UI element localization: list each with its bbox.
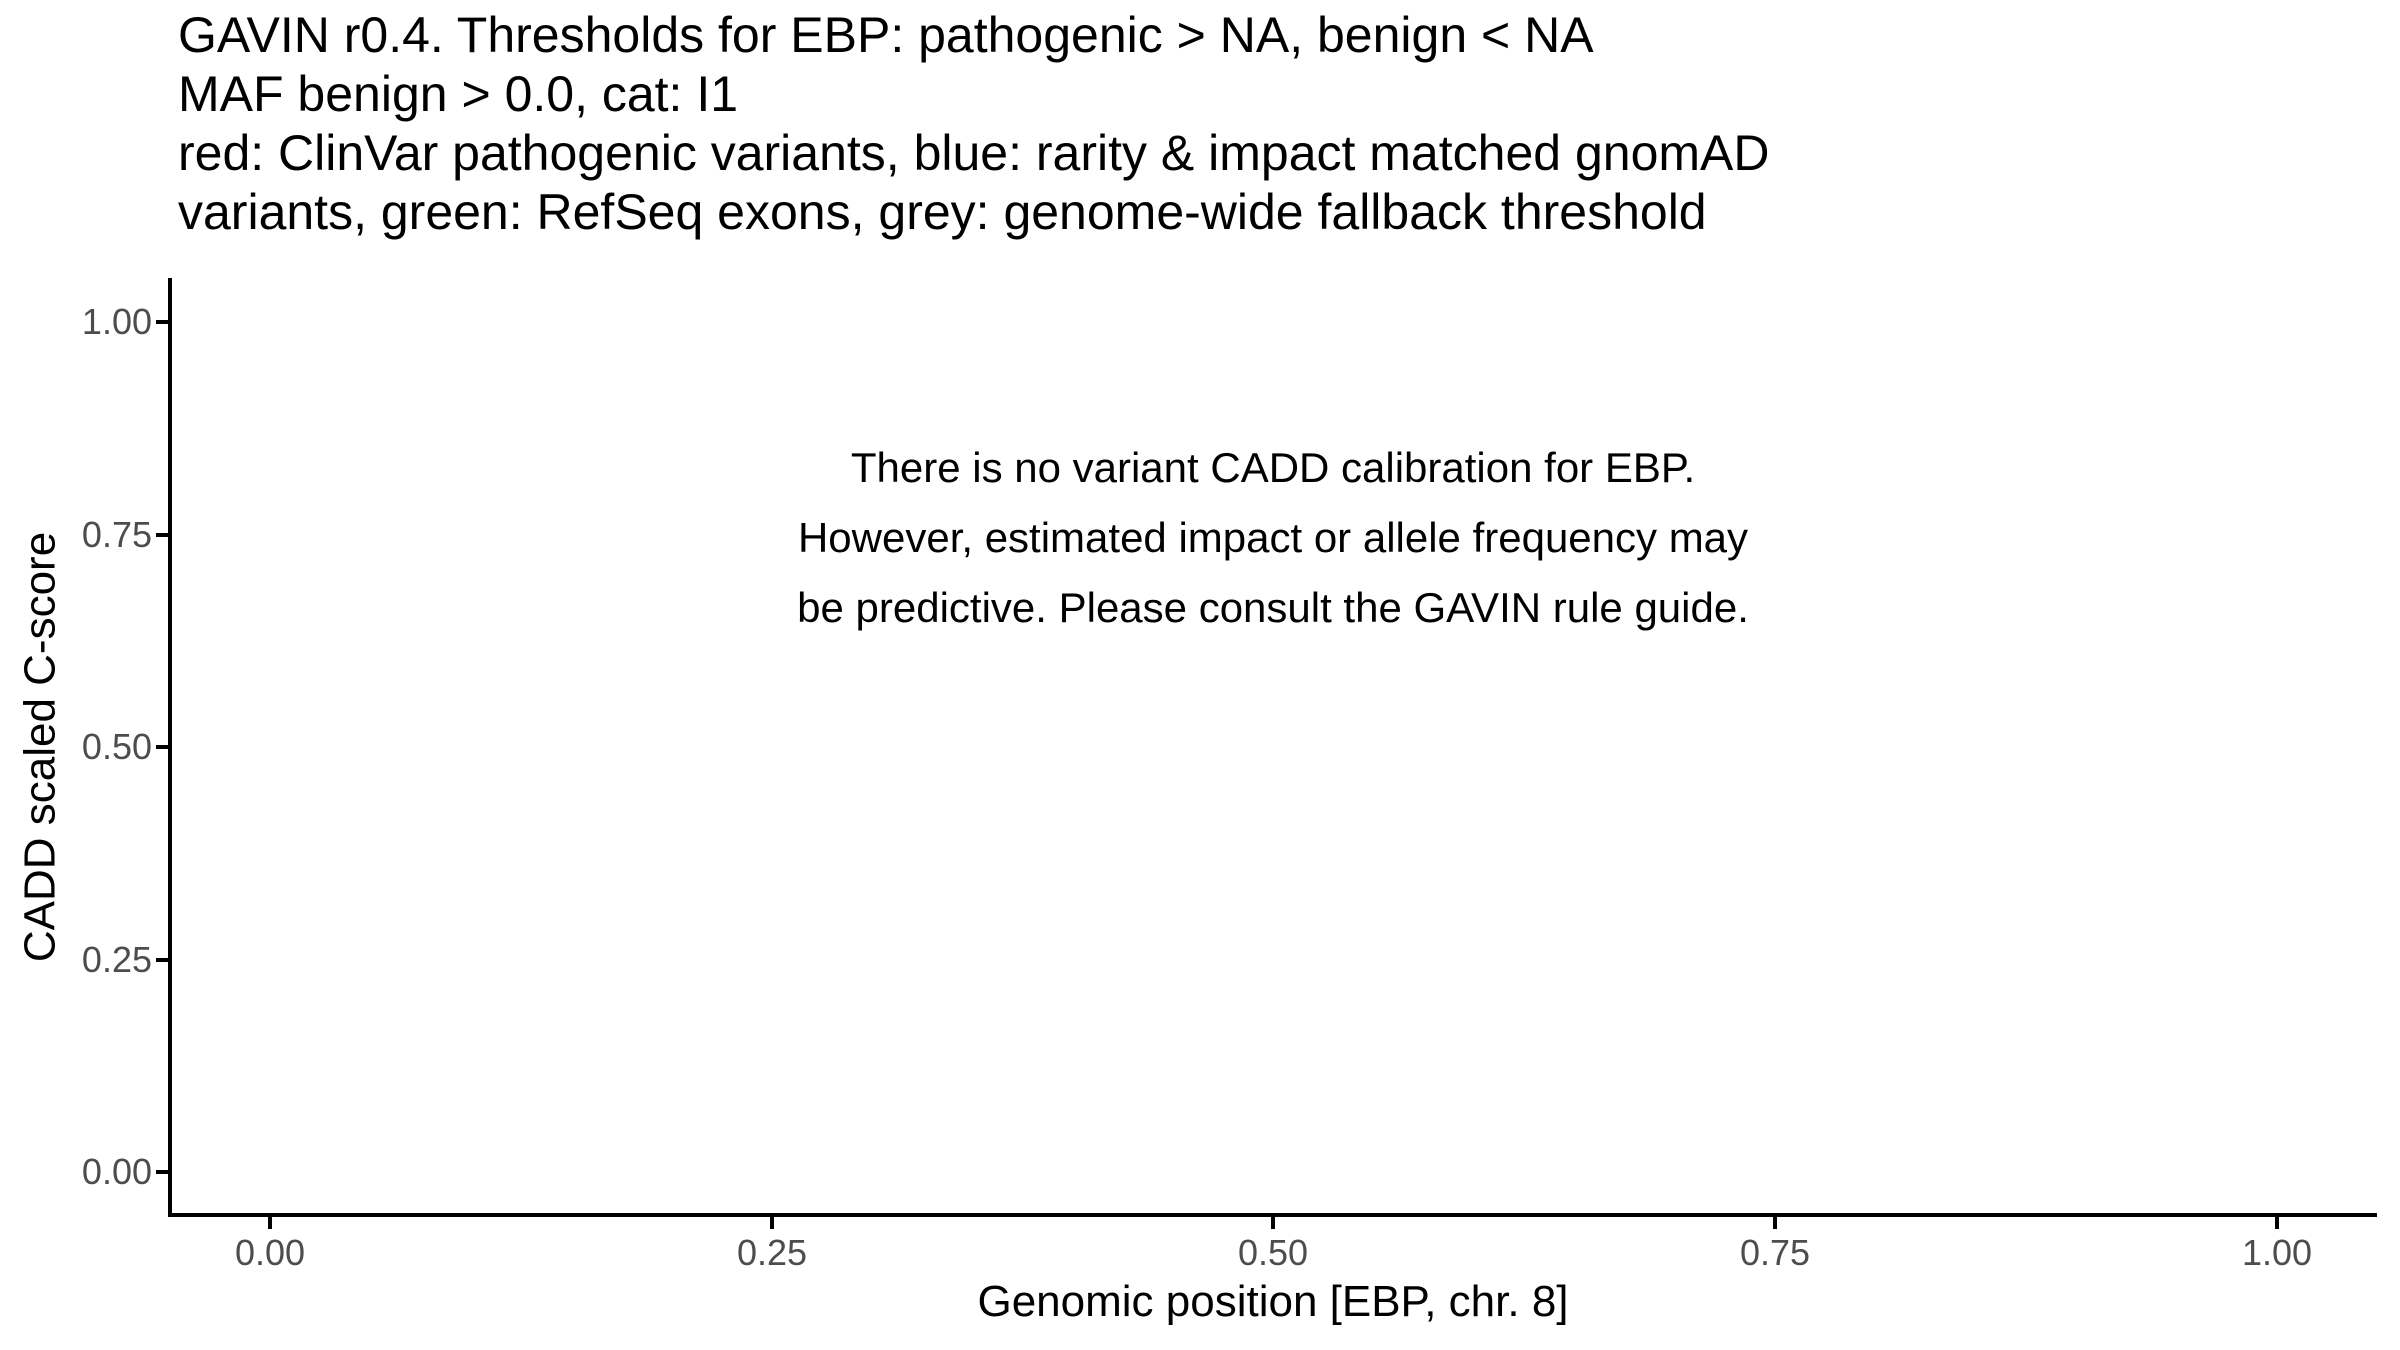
annotation-line-3: be predictive. Please consult the GAVIN rule guide. <box>797 584 1749 631</box>
x-tick-label: 1.00 <box>2241 1232 2313 1273</box>
x-tick-mark <box>770 1217 774 1229</box>
x-tick-mark <box>1773 1217 1777 1229</box>
x-tick-label: 0.00 <box>234 1232 306 1273</box>
plot-title <box>178 6 1769 242</box>
x-tick-label: 0.75 <box>1739 1232 1811 1273</box>
y-tick-label: 0.75 <box>81 514 152 555</box>
x-tick-label: 0.50 <box>1237 1232 1309 1273</box>
x-tick-mark <box>1271 1217 1275 1229</box>
y-axis-line <box>168 278 172 1217</box>
annotation-line-1: There is no variant CADD calibration for EBP. <box>850 444 1696 491</box>
x-tick-mark <box>2275 1217 2279 1229</box>
y-tick-label: 0.50 <box>81 726 152 767</box>
x-tick-label: 0.25 <box>736 1232 808 1273</box>
x-axis-title: Genomic position [EBP, chr. 8] <box>977 1277 1569 1326</box>
y-axis-title: CADD scaled C-score <box>15 531 65 963</box>
plot-title-line-4: variants, green: RefSeq exons, grey: genome-wide fallback threshold <box>178 184 1707 240</box>
y-tick-mark <box>156 745 168 749</box>
no-calibration-annotation <box>797 433 1749 643</box>
plot-title-line-1: GAVIN r0.4. Thresholds for EBP: pathogenic > NA, benign < NA <box>178 7 1594 63</box>
y-tick-label: 1.00 <box>81 301 152 342</box>
plot-title-line-2: MAF benign > 0.0, cat: I1 <box>178 66 739 122</box>
y-tick-mark <box>156 1170 168 1174</box>
y-tick-mark <box>156 320 168 324</box>
y-tick-label: 0.25 <box>81 939 152 980</box>
plot-title-line-3: red: ClinVar pathogenic variants, blue: rarity & impact matched gnomAD <box>178 125 1770 181</box>
y-tick-label: 0.00 <box>81 1151 152 1192</box>
y-tick-mark <box>156 533 168 537</box>
annotation-line-2: However, estimated impact or allele frequency may <box>797 514 1749 561</box>
x-tick-mark <box>268 1217 272 1229</box>
y-tick-mark <box>156 958 168 962</box>
